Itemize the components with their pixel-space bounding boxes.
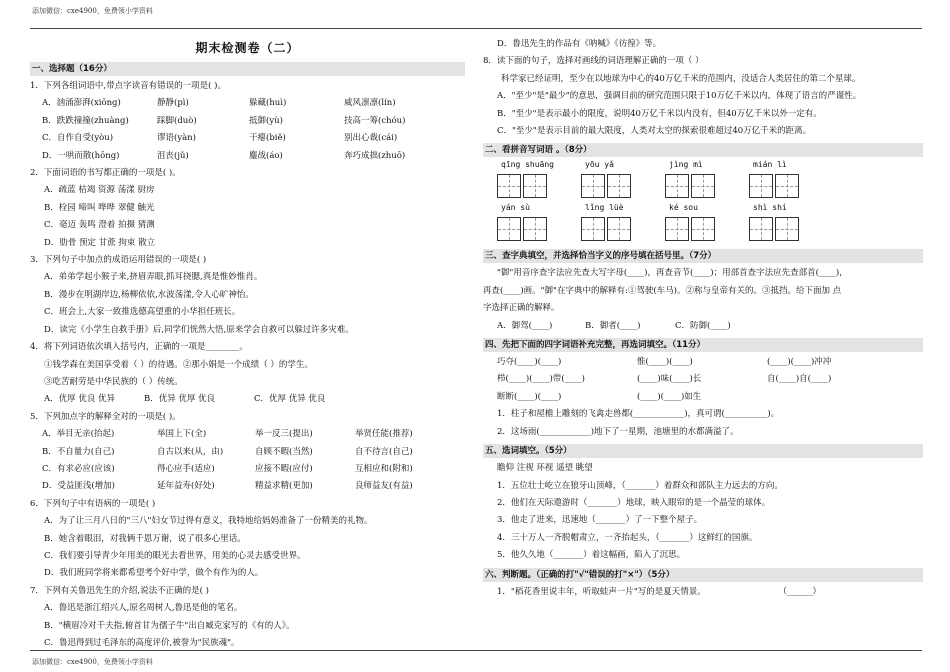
q1-a-3: 躲藏(huì): [249, 98, 287, 109]
section-5-title: 五、选词填空。（5分）: [483, 444, 923, 458]
pinyin-row-1: [483, 159, 923, 198]
q1-c-1: C．自作自受(yòu): [42, 133, 114, 144]
q5-c-3: 应接不暇(应付): [255, 463, 313, 474]
pinyin-label: shì shí: [753, 203, 787, 213]
q8-sentence: 科学家已经证明，至少在以地球为中心的40万亿千米的范围内，没适合人类居住的第二个星球。: [501, 73, 861, 84]
s4-idiom-grid: [483, 354, 923, 406]
q8-option-b: B．"至少"是表示最小的限度，说明40万亿千米以内没有，但40万亿千米以外一定有。: [497, 108, 822, 119]
pinyin-item: [665, 159, 749, 198]
q5-a-1: A．举目无亲(抬起): [42, 429, 115, 440]
q4-option-a: A．优厚 优良 优异: [44, 394, 116, 405]
writing-boxes[interactable]: [665, 174, 749, 198]
q1-a-4: 威风凛凛(lín): [344, 98, 396, 109]
q7-option-c: C．鲁迅得到过毛泽东的高度评价,被誉为"民族魂"。: [44, 638, 240, 648]
q2-option-d: D．肋骨 预定 甘蔗 拘束 散立: [44, 237, 156, 248]
q4-option-c: C．优厚 优异 优良: [254, 394, 326, 405]
pinyin-label: yán sù: [501, 203, 530, 213]
idiom-blank: (____)(____)如生: [637, 391, 702, 402]
writing-boxes[interactable]: [581, 174, 665, 198]
right-column: [483, 36, 923, 601]
q5-c-4: 互相应和(附和): [355, 463, 413, 474]
q6-option-d: D．我们班同学将来都希望考个好中学，做个有作为的人。: [44, 568, 264, 579]
idiom-blank: 栉(____)(____)带(____): [497, 374, 585, 385]
question-7: 7．下列有关鲁迅先生的介绍,说法不正确的是( ): [30, 585, 209, 596]
answer-blank[interactable]: （______）: [778, 586, 821, 597]
q5-d-3: 精益求精(更加): [255, 481, 313, 492]
q4-options: [30, 391, 465, 408]
s4-sentence-1: 1．柱子和屋檐上雕刻的飞禽走兽都(____________)，真可谓(__________)。: [497, 409, 780, 420]
q1-d-4: 奔巧成拙(zhuō): [344, 150, 406, 161]
idiom-blank: (____)(____)冲冲: [767, 357, 832, 368]
pinyin-label: qīng shuāng: [501, 160, 554, 170]
s5-sentence-4: 4．三十万人一齐脱帽肃立，一齐抬起头，（_______）这鲜红的国旗。: [497, 532, 758, 543]
q4-sentence-1: ①钱学森在美国享受着（ ）的待遇。②那小娟是一个成绩（ ）的学生。: [44, 359, 313, 370]
header-note: 添加微信：cxe4900，免费领小学资料: [32, 7, 153, 15]
s3-option-b: B．御者(____): [585, 320, 641, 331]
q1-a-2: 静静(pì): [157, 98, 189, 109]
q5-a-3: 举一反三(提出): [255, 429, 313, 440]
question-4: 4．将下列词语依次填入括号内，正确的一项是________。: [30, 342, 248, 353]
section-3-title: 三、查字典填空，并选择恰当字义的序号填在括号里。（7分）: [483, 249, 923, 263]
q5-b-2: 自古以来(从，由): [157, 446, 224, 457]
s5-sentence-3: 3．他走了进来，迅速地（_______）了一下整个屋子。: [497, 515, 703, 526]
header-rule: [30, 28, 922, 29]
q1-b-1: B．跌跌撞撞(zhuàng): [42, 115, 129, 126]
idiom-blank: 断断(____)(____): [497, 391, 562, 402]
s3-option-c: C．防御(____): [675, 320, 731, 331]
q5-b-3: 自顾不暇(当然): [255, 446, 313, 457]
page-title: 期末检测卷（二）: [195, 41, 300, 55]
s6-statement-text: 1．"稻花香里说丰年，听取蛙声一片"写的是夏天情景。: [497, 586, 706, 597]
s4-sentence-2: 2．这场雨(____________)地下了一星期，池塘里的水都满溢了。: [497, 426, 739, 437]
q3-option-d: D．读完《小学生自救手册》后,同学们恍然大悟,原来学会自救可以躲过许多灾难。: [44, 324, 354, 335]
pinyin-label: ké sou: [669, 203, 698, 213]
q5-d-4: 良师益友(有益): [355, 481, 413, 492]
q5-b-4: 自不待言(自己): [355, 446, 413, 457]
pinyin-label: yōu yǎ: [585, 160, 614, 170]
q6-option-a: A．为了让三月八日的"三八"妇女节过得有意义，我特地给妈妈准备了一份精美的礼物。: [44, 516, 373, 527]
q1-a-1: A．汹涌澎湃(xiōng): [42, 98, 121, 109]
idiom-blank: 巧夺(____)(____): [497, 357, 562, 368]
q1-c-4: 别出心裁(cái): [344, 133, 398, 144]
s3-option-a: A．御驾(____): [497, 320, 553, 331]
q5-options: [30, 426, 465, 496]
section-6-title: 六、判断题。（正确的打"√"错误的打"×"）（5分）: [483, 568, 923, 582]
q5-c-2: 得心应手(适应): [157, 463, 215, 474]
pinyin-label: lǐng lüè: [585, 203, 624, 213]
q7-option-b: B．"横眉冷对千夫指,俯首甘为孺子牛"出自臧克家写的《有的人》。: [44, 620, 295, 631]
q3-option-b: B．漫步在明湖岸边,杨柳依依,水波荡漾,令人心旷神怡。: [44, 289, 254, 300]
q8-option-c: C．"至少"是表示目前的最大限度，人类对太空的探索很难超过40万亿千米的距离。: [497, 126, 812, 137]
q1-d-1: D．一哄而散(hōng): [42, 150, 120, 161]
q3-option-c: C．班会上,大家一致推选德高望重的小华担任班长。: [44, 307, 241, 318]
idiom-blank: 惟(____)(____): [637, 357, 693, 368]
idiom-blank: (____)味(____)长: [637, 374, 702, 385]
pinyin-item: [497, 159, 581, 198]
q2-option-c: C．毫迈 轰鸣 澄着 拍摄 猜测: [44, 220, 155, 231]
writing-boxes[interactable]: [581, 217, 665, 241]
writing-boxes[interactable]: [497, 217, 581, 241]
question-2: 2．下面词语的书写都正确的一项是( )。: [30, 168, 181, 179]
q1-options: [30, 95, 465, 165]
pinyin-item: [665, 202, 749, 241]
q1-b-2: 踩脚(duò): [157, 115, 197, 126]
pinyin-label: mián lì: [753, 160, 787, 170]
q2-option-a: A．疏蓝 枯竭 资源 荡漾 厨房: [44, 185, 155, 196]
s6-statement-1: [483, 584, 923, 601]
q5-d-1: D．受益匪浅(增加): [42, 481, 115, 492]
section-4-title: 四、先把下面的四字词语补充完整，再选词填空。（11分）: [483, 338, 923, 352]
q1-c-3: 干瘪(biě): [249, 133, 286, 144]
writing-boxes[interactable]: [665, 217, 749, 241]
q1-b-3: 抵御(yù): [249, 115, 283, 126]
s3-line-2: 再查(____)画。"御"在字典中的解释有:①驾驶(车马)。②称与皇帝有关的。③抵挡。给下面加 点: [483, 285, 842, 296]
s5-sentence-1: 1．五位壮士屹立在狼牙山顶峰，（_______）着群众和部队主力远去的方向。: [497, 480, 783, 491]
footer-note: 添加微信：cxe4900，免费领小学资料: [32, 658, 153, 666]
question-1: 1．下列各组词语中,带点字读音有错误的一项是( )。: [30, 81, 226, 91]
s5-sentence-2: 2．他们在天际遨游时（_______）地球，映入眼帘的是一个晶莹的球体。: [497, 497, 771, 508]
writing-boxes[interactable]: [497, 174, 581, 198]
s3-line-3: 字选择正确的解释。: [483, 303, 560, 314]
q7-option-a: A．鲁迅是浙江绍兴人,原名周树人,鲁迅是他的笔名。: [44, 603, 243, 614]
q5-a-4: 举贤任能(推荐): [355, 429, 413, 440]
pinyin-row-2: [483, 202, 923, 241]
s3-options: [483, 318, 923, 335]
pinyin-item: [581, 159, 665, 198]
question-6: 6．下列句子中有语病的一项是( ): [30, 498, 156, 509]
q5-b-1: B．不自量力(自己): [42, 446, 115, 457]
question-5: 5．下列加点字的解释全对的一项是( )。: [30, 411, 181, 422]
q5-d-2: 延年益寿(好处): [157, 481, 215, 492]
q5-c-1: C．有求必应(应该): [42, 463, 115, 474]
pinyin-item: [749, 159, 833, 198]
section-1-title: 一、选择题（16分）: [30, 62, 465, 76]
s5-word-bank: 瞻仰 注视 环视 遥望 眺望: [497, 463, 593, 474]
q1-b-4: 技高一筹(chóu): [344, 115, 406, 126]
q4-sentence-2: ③吃苦耐劳是中华民族的（ ）传统。: [44, 376, 183, 387]
s5-sentence-5: 5．他久久地（_______）着这幅画，陷入了沉思。: [497, 550, 686, 561]
q2-option-b: B．栓园 啼叫 哗哗 翠健 触光: [44, 202, 155, 213]
q6-option-b: B．她含着眼泪，对我俩千恩万谢，说了很多心里话。: [44, 533, 246, 544]
idiom-blank: 自(____)自(____): [767, 374, 832, 385]
q1-d-2: 沮丧(jǔ): [157, 150, 189, 161]
pinyin-item: [581, 202, 665, 241]
q5-a-2: 举国上下(全): [157, 429, 207, 440]
writing-boxes[interactable]: [749, 217, 833, 241]
question-8: 8．读下面的句子，选择对画线的词语理解正确的一项（ ）: [483, 56, 704, 67]
s3-line-1: "御"用音序查字法应先查大写字母(____)，再查音节(____)；用部首查字法应先查部首(____)，: [497, 268, 848, 279]
pinyin-item: [749, 202, 833, 241]
q6-option-c: C．我们要引导青少年用美的眼光去看世界，用美的心灵去感受世界。: [44, 550, 306, 561]
section-2-title: 二、看拼音写词语 。（8分）: [483, 143, 923, 157]
footer-rule: [30, 650, 922, 651]
q8-option-a: A．"至少"是"最少"的意思，强调目前的研究范围只限于10万亿千米以内，体现了语言的严谨性。: [497, 91, 862, 102]
q4-option-b: B．优异 优厚 优良: [144, 394, 216, 405]
q1-c-2: 谬语(yàn): [157, 133, 196, 144]
q7-option-d: D．鲁迅先生的作品有《呐喊》《彷徨》等。: [497, 39, 662, 49]
question-3: 3．下列句子中加点的成语运用错误的一项是( ): [30, 255, 207, 266]
q3-option-a: A．弟弟学起小猴子来,挤眉弄眼,抓耳挠腮,真是惟妙惟肖。: [44, 272, 263, 283]
q1-d-3: 鏖战(áo): [249, 150, 283, 161]
left-column: [30, 36, 465, 652]
pinyin-label: jìng mì: [669, 160, 703, 170]
pinyin-item: [497, 202, 581, 241]
writing-boxes[interactable]: [749, 174, 833, 198]
